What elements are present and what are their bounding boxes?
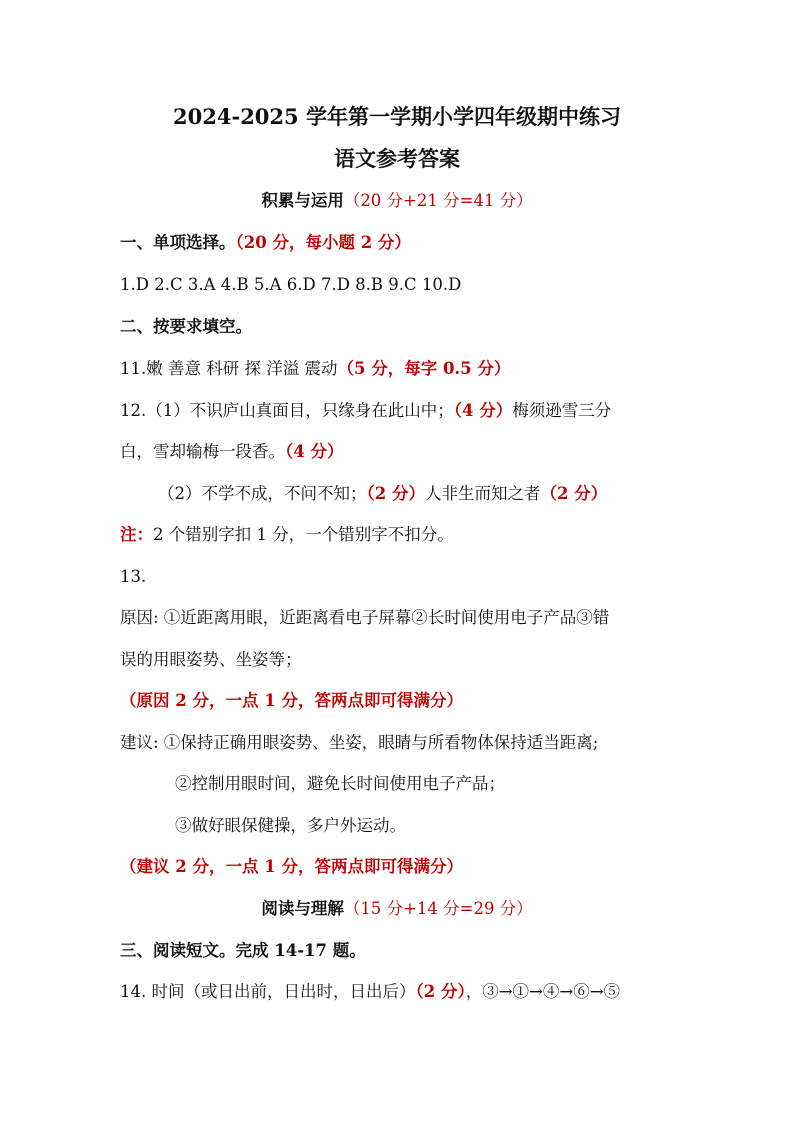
- choice-answers: 1.D 2.C 3.A 4.B 5.A 6.D 7.D 8.B 9.C 10.D: [120, 275, 462, 294]
- answer-13-advice-score: （建议 2 分，一点 1 分，答两点即可得满分）: [120, 857, 463, 876]
- section-heading-reading: [0, 898, 794, 920]
- page-title: 2024-2025 学年第一学期小学四年级期中练习: [173, 104, 621, 129]
- note-label: 注：: [120, 525, 153, 544]
- answer-score: （2 分）: [415, 982, 466, 1001]
- answer-13-reason-line2: 误的用眼姿势、坐姿等；: [120, 650, 302, 669]
- question-heading-3: 三、阅读短文。完成 14-17 题。: [120, 941, 366, 960]
- answer-11: [120, 358, 510, 380]
- answer-12-part2: [158, 483, 607, 505]
- answer-12-line1: [120, 400, 611, 422]
- question-heading-1: [120, 232, 411, 254]
- answer-13-advice-line1: 建议: ①保持正确用眼姿势、坐姿，眼睛与所看物体保持适当距离;: [120, 733, 599, 752]
- answer-score: （2 分）: [366, 484, 425, 503]
- question-heading-2: 二、按要求填空。: [120, 317, 252, 336]
- answer-text: 14. 时间（或日出前，日出时，日出后）: [120, 982, 416, 1001]
- answer-13-advice-line2: ②控制用眼时间，避免长时间使用电子产品；: [175, 774, 505, 793]
- answer-14: [120, 981, 620, 1003]
- section-title: 积累与运用: [261, 191, 344, 210]
- answer-13-reason-score: （原因 2 分，一点 1 分，答两点即可得满分）: [120, 691, 463, 710]
- answer-text: 人非生而知之者: [424, 484, 541, 503]
- answer-12-line2: [120, 441, 343, 463]
- section-score: （20 分+21 分=41 分）: [343, 191, 533, 210]
- answer-13-advice-line3: ③做好眼保健操，多户外运动。: [175, 816, 406, 835]
- answer-text: ，③→①→④→⑥→⑤: [465, 982, 621, 1001]
- answer-text: 11.嫩 善意 科研 探 洋溢 震动: [120, 359, 338, 378]
- answer-13-reason-line1: 原因: ①近距离用眼，近距离看电子屏幕②长时间使用电子产品③错: [120, 608, 610, 627]
- answer-13-number: 13.: [120, 567, 147, 586]
- answer-text: 白，雪却输梅一段香。: [120, 442, 285, 461]
- answer-text: 12.（1）不识庐山真面目，只缘身在此山中；: [120, 401, 454, 420]
- page-subtitle: 语文参考答案: [334, 146, 460, 171]
- question-score: （20 分，每小题 2 分）: [235, 233, 411, 252]
- section-score: （15 分+14 分=29 分）: [343, 899, 533, 918]
- answer-score: （4 分）: [453, 401, 513, 420]
- answer-score: （2 分）: [540, 484, 608, 503]
- note-text: 2 个错别字扣 1 分，一个错别字不扣分。: [153, 525, 454, 544]
- section-title: 阅读与理解: [261, 899, 344, 918]
- grading-note: [120, 524, 454, 546]
- answer-text: （2）不学不成，不问不知；: [158, 484, 367, 503]
- section-heading-accumulation: [0, 190, 794, 212]
- answer-score: （4 分）: [285, 442, 344, 461]
- answer-score: （5 分，每字 0.5 分）: [337, 359, 511, 378]
- answer-text: 梅须逊雪三分: [512, 401, 612, 420]
- question-title: 一、单项选择。: [120, 233, 236, 252]
